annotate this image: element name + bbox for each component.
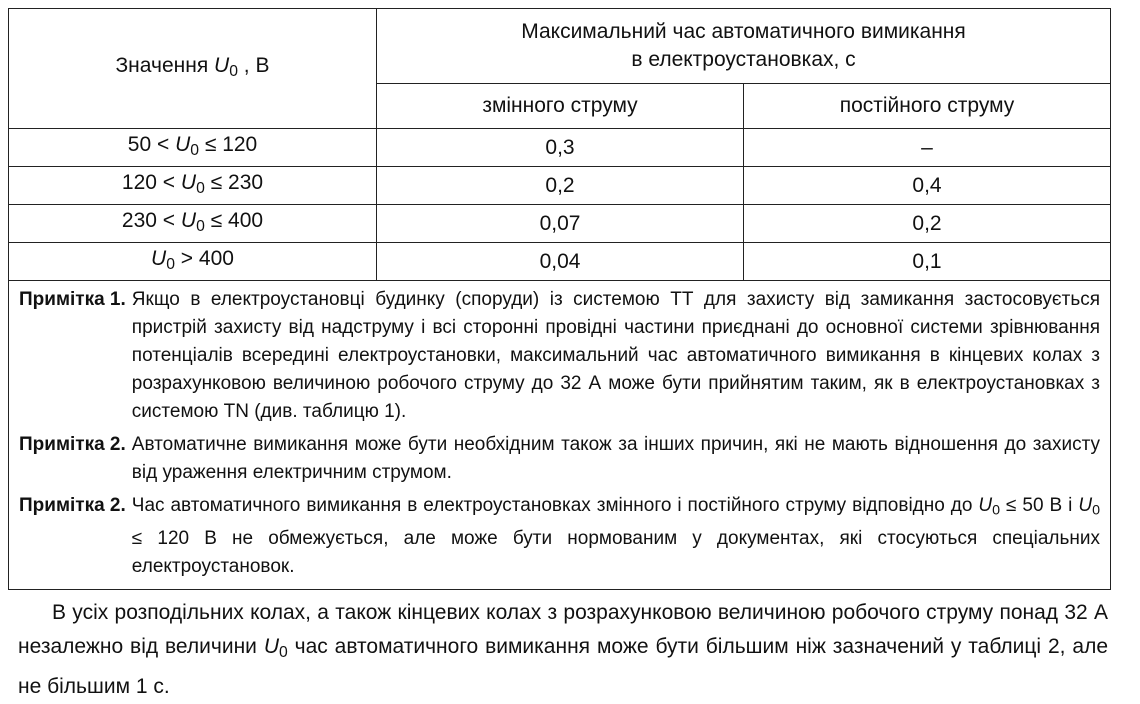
ac-time-cell: 0,2 bbox=[377, 167, 744, 205]
voltage-range-cell: $120 < U_0 \le 230$ bbox=[9, 167, 377, 205]
ac-time-cell: 0,3 bbox=[377, 129, 744, 167]
note-label: Примітка 2. bbox=[19, 434, 126, 455]
notes-row bbox=[9, 281, 1111, 590]
note-label: Примітка 1. bbox=[19, 289, 126, 310]
table-row bbox=[9, 129, 1111, 167]
table-row bbox=[9, 167, 1111, 205]
note-1 bbox=[19, 286, 1100, 426]
voltage-range-cell: $U_0 > 400$ bbox=[9, 243, 377, 281]
ac-time-cell: 0,07 bbox=[377, 205, 744, 243]
header-voltage-cell bbox=[9, 9, 377, 129]
header-voltage-suffix: , В bbox=[237, 53, 270, 77]
dc-time-cell: 0,2 bbox=[744, 205, 1111, 243]
table-header-row bbox=[9, 9, 1111, 84]
disconnection-time-table bbox=[8, 8, 1111, 590]
header-ac-cell: змінного струму bbox=[377, 84, 744, 129]
note-text: Якщо в електроустановці будинку (споруди) із системою ТТ для захисту від замикання застосовується пристрій захисту від надструму і всі сторонні провідні частини приєднані до основної системи зрівнювання потенціалів всередині електроустановки, максимальний час автоматичного вимикання в кінцевих колах з розрахунковою величиною робочого струму до 32 А може бути прийнятим таким, як в електроустановках з системою TN (див. таблицю 1). bbox=[131, 289, 1101, 422]
note-2 bbox=[19, 431, 1100, 487]
note-3 bbox=[19, 492, 1100, 581]
dc-time-cell: – bbox=[744, 129, 1111, 167]
notes-cell bbox=[9, 281, 1111, 590]
note-label: Примітка 2. bbox=[19, 495, 126, 516]
ac-time-cell: 0,04 bbox=[377, 243, 744, 281]
header-time-line2: в електроустановках, с bbox=[631, 48, 856, 71]
header-voltage-prefix: Значення bbox=[115, 53, 215, 77]
header-time-cell bbox=[377, 9, 1111, 84]
voltage-range-cell: $50 < U_0 \le 120$ bbox=[9, 129, 377, 167]
dc-time-cell: 0,4 bbox=[744, 167, 1111, 205]
note-text: Автоматичне вимикання може бути необхідним також за інших причин, які не мають відношення до захисту від ураження електричним струмом. bbox=[131, 434, 1101, 483]
header-voltage-var: $U_0$ bbox=[214, 53, 238, 80]
voltage-range-cell: $230 < U_0 \le 400$ bbox=[9, 205, 377, 243]
header-dc-cell: постійного струму bbox=[744, 84, 1111, 129]
dc-time-cell: 0,1 bbox=[744, 243, 1111, 281]
table-row bbox=[9, 243, 1111, 281]
header-time-line1: Максимальний час автоматичного вимикання bbox=[521, 20, 966, 43]
table-row bbox=[9, 205, 1111, 243]
body-paragraph: В усіх розподільних колах, а також кінцевих колах з розрахунковою величиною робочого струму понад 32 А незалежно від величини $U_0$ час автоматичного вимикання може бути більшим ніж зазначений у таблиці 2, але не більшим 1 с. bbox=[18, 601, 1109, 698]
note-text: Час автоматичного вимикання в електроустановках змінного і постійного струму відповідно до $U_0 \le 50$ В і $U_0 \le 120$ В не обмежується, але може бути нормованим у документах, які стосуються спеціальних електроустановок. bbox=[131, 495, 1101, 577]
